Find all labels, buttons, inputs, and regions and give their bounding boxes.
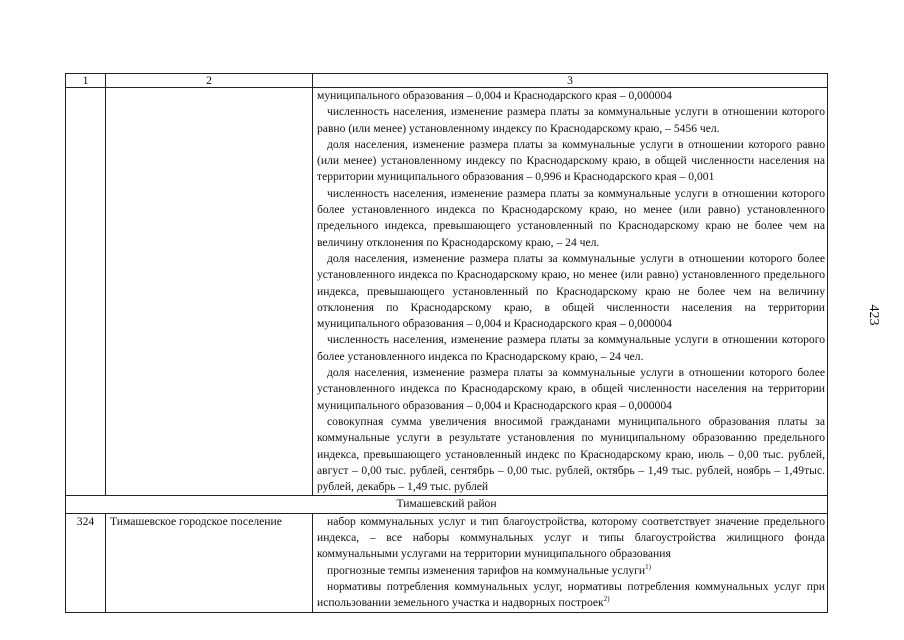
footnote-ref-1: 1) — [645, 562, 651, 571]
paragraph-3: доля населения, изменение размера платы за коммунальные услуги в отношении которого равно (или менее) установленному индексу по Краснодарскому краю, в общей численности населения на территории муниципального образования – 0,996 и Краснодарского края – 0,001 — [317, 137, 825, 184]
header-row — [66, 74, 828, 88]
paragraph-8: совокупная сумма увеличения вносимой гражданами муниципального образования платы за коммунальные услуги в результате установления по муниципальному образованию предельного индекса, превышающего установленный индекс по Краснодарскому краю, июль – 0,00 тыс. рублей, август – 0,00 тыс. рублей, сентябрь – 0,00 тыс. рублей, октябрь – 1,49 тыс. рублей, ноябрь – 1,49тыс. рублей, декабрь – 1,49 тыс. рублей — [317, 414, 825, 494]
paragraph-7: доля населения, изменение размера платы за коммунальные услуги в отношении которого более установленного индекса по Краснодарскому краю, в общей численности населения на территории муниципального образования – 0,004 и Краснодарского края – 0,000004 — [317, 366, 825, 412]
table-row-324 — [66, 513, 828, 612]
paragraph-1: набор коммунальных услуг и тип благоустройства, которому соответствует значение предельного индекса, – все наборы коммунальных услуг и типы благоустройства жилищного фонда коммунальными услугами на территории муниципального образования — [317, 514, 825, 561]
paragraph-5: доля населения, изменение размера платы за коммунальные услуги в отношении которого более установленного индекса по Краснодарскому краю, но менее (или равно) установленного предельного индекса, превышающего установленный по Краснодарскому краю не более чем на величину отклонения по Краснодарскому краю, в общей численности населения на территории муниципального образования – 0,004 и Краснодарского края – 0,000004 — [317, 251, 825, 331]
district-heading: Тимашевский район — [66, 496, 828, 513]
row-content-cell — [313, 513, 828, 612]
page-number: 423 — [866, 304, 881, 326]
paragraph-2-text: прогнозные темпы изменения тарифов на коммунальные услуги — [327, 563, 646, 577]
header-col-2: 2 — [106, 74, 313, 88]
paragraph-6: численность населения, изменение размера платы за коммунальные услуги в отношении которого более установленного индекса по Краснодарскому краю, – 24 чел. — [317, 333, 825, 363]
header-col-1: 1 — [66, 74, 106, 88]
footnote-ref-2: 2) — [603, 595, 610, 604]
paragraph-3 — [317, 579, 825, 612]
row-number-cell: 324 — [66, 513, 106, 612]
district-row — [66, 496, 828, 513]
paragraph-2 — [317, 563, 825, 579]
paragraph-3-text: нормативы потребления коммунальных услуг, нормативы потребления коммунальных услуг при использовании земельного участка и надворных построек — [317, 579, 825, 610]
row-name-cell — [106, 88, 313, 496]
table-row-continued — [66, 88, 828, 496]
paragraph-1: муниципального образования – 0,004 и Краснодарского края – 0,000004 — [317, 89, 672, 102]
main-table — [65, 73, 828, 613]
row-name-cell: Тимашевское городское поселение — [106, 513, 313, 612]
header-col-3: 3 — [313, 74, 828, 88]
paragraph-4: численность населения, изменение размера платы за коммунальные услуги в отношении которого более установленного индекса по Краснодарскому краю, но менее (или равно) установленного предельного индекса, превышающего установленный по Краснодарскому краю не более чем на величину отклонения по Краснодарскому краю, – 24 чел. — [317, 186, 825, 249]
paragraph-2: численность населения, изменение размера платы за коммунальные услуги в отношении которого равно (или менее) установленному индексу по Краснодарскому краю, – 5456 чел. — [317, 105, 825, 135]
row-number-cell — [66, 88, 106, 496]
row-content-cell — [313, 88, 828, 496]
